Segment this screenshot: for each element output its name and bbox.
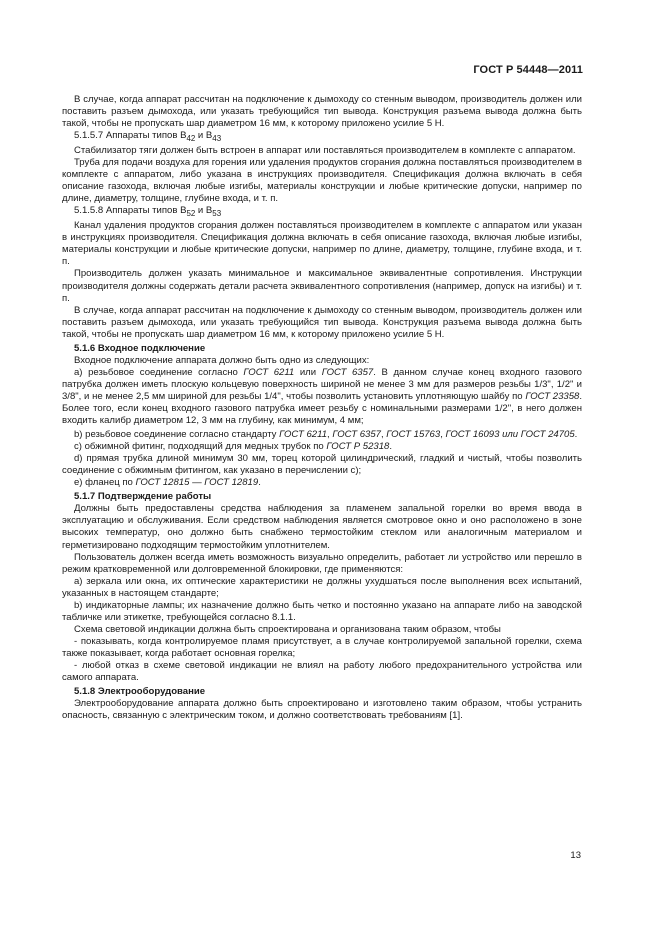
standard-reference: ГОСТ 23358 bbox=[525, 390, 580, 402]
standard-reference: ГОСТ 16093 или ГОСТ 24705 bbox=[445, 429, 575, 441]
paragraph: Стабилизатор тяги должен быть встроен в аппарат или поставляться производителем в комплекте с аппаратом. bbox=[74, 145, 576, 157]
paragraph: Канал удаления продуктов сгорания должен поставляться производителем в комплекте с аппаратом или указан в инструкциях производителя. Спецификация должна включать в себя описание газохода, включая любые изгибы, материалы конструкции и любые критические допуски, например по длине, диаметру, толщине, глубине входа, и т. п. bbox=[62, 220, 582, 268]
paragraph: Входное подключение аппарата должно быть одно из следующих: bbox=[74, 354, 370, 366]
list-text: . bbox=[389, 441, 392, 453]
list-text: , bbox=[327, 429, 333, 441]
dash-item: - любой отказ в схеме световой индикации не влиял на работу любого предохранительного устройства или самого аппарата. bbox=[62, 659, 582, 684]
clause-heading-5-1-5-7 bbox=[62, 130, 582, 145]
list-item-e bbox=[62, 477, 582, 489]
list-text: , bbox=[380, 429, 387, 441]
subscript: 43 bbox=[212, 134, 222, 144]
standard-reference: ГОСТ 6211 bbox=[243, 366, 295, 378]
list-text: или bbox=[294, 366, 322, 378]
paragraph: Схема световой индикации должна быть спроектирована и организована таким образом, чтобы bbox=[74, 623, 501, 635]
paragraph: Электрооборудование аппарата должно быть спроектировано и изготовлено таким образом, чтобы устранить опасность, связанную с электрическим током, и должно соответствовать требованиям [1]. bbox=[62, 698, 582, 722]
list-text: . bbox=[258, 477, 261, 489]
paragraph: Труба для подачи воздуха для горения или удаления продуктов сгорания должна поставляться производителем в комплекте с аппаратом, либо указана в инструкциях производителя. Спецификация должна включать в себя описание газохода, включая любые изгибы, материалы конструкции и любые критические допуски, например по длине, диаметру, толщине, глубине входа, и т. п. bbox=[62, 157, 582, 205]
list-text: , bbox=[440, 429, 446, 441]
section-heading-5-1-7: 5.1.7 Подтверждение работы bbox=[74, 491, 212, 503]
list-text: e) фланец по bbox=[74, 477, 136, 489]
list-item-c bbox=[62, 441, 582, 453]
list-item-d: d) прямая трубка длиной минимум 30 мм, торец которой цилиндрический, гладкий и чистый, чтобы позволить соединение с обжимным фитингом, как указано в перечислении c); bbox=[62, 453, 582, 477]
subscript: 52 bbox=[186, 209, 196, 219]
document-header: ГОСТ Р 54448—2011 bbox=[473, 64, 583, 76]
section-heading-5-1-8: 5.1.8 Электрооборудование bbox=[74, 686, 206, 698]
list-item-a: a) зеркала или окна, их оптические характеристики не должны ухудшаться после выполнения всех испытаний, указанных в настоящем стандарте; bbox=[62, 575, 582, 599]
list-item-b: b) индикаторные лампы; их назначение должно быть четко и постоянно указано на аппарате либо на заводской табличке или этикетке, требующейся согласно 8.1.1. bbox=[62, 599, 582, 623]
paragraph: Производитель должен указать минимальное и максимальное эквивалентные сопротивления. Инструкции производителя должны содержать детали расчета эквивалентного сопротивления (например, допуск на изгибы) и т. п. bbox=[62, 268, 582, 304]
page-number: 13 bbox=[570, 850, 581, 861]
document-body bbox=[62, 94, 582, 722]
list-text: . В данном случае конец входного газового патрубка должен иметь плоскую кольцевую поверхность шириной не менее 3 мм для размеров резьбы 1/3", 1/2" и 3/8", и не менее 2,5 мм шириной для резьбы 1/4", чтобы позволить установить уплотняющую шайбу по bbox=[62, 366, 582, 402]
list-text: . bbox=[574, 429, 578, 441]
standard-reference: ГОСТ 6357 bbox=[332, 429, 381, 441]
list-item-a bbox=[62, 367, 582, 427]
clause-heading-5-1-5-8 bbox=[62, 205, 582, 220]
paragraph: Должны быть предоставлены средства наблюдения за пламенем запальной горелки во время ввода в эксплуатацию и обслуживания. Если средством наблюдения является смотровое окно и оно расположено в зоне высоких температур, оно должно быть снабжено термостойким стеклом или аналогичным материалом и герметизировано подходящим термостойким уплотнителем. bbox=[62, 503, 582, 551]
clause-text: 5.1.5.7 Аппараты типов В bbox=[74, 130, 187, 142]
standard-reference: ГОСТ 15763 bbox=[386, 429, 441, 441]
standard-reference: ГОСТ 6211 bbox=[279, 429, 328, 441]
paragraph: В случае, когда аппарат рассчитан на подключение к дымоходу со стенным выводом, производитель должен или поставить разъем дымохода, или указать требующийся тип вывода. Конструкция разъема вывода должна быть такой, чтобы не пропускать шар диаметром 16 мм, к которому приложено усилие 5 Н. bbox=[62, 94, 582, 130]
paragraph: Пользователь должен всегда иметь возможность визуально определить, работает ли устройство или перешло в режим кратковременной или долговременной блокировки, где применяются: bbox=[62, 551, 582, 575]
section-heading-5-1-6: 5.1.6 Входное подключение bbox=[74, 342, 206, 354]
paragraph: В случае, когда аппарат рассчитан на подключение к дымоходу со стенным выводом, производитель должен или поставить разъем дымохода, или указать требующийся тип вывода. Конструкция разъема вывода должна быть такой, чтобы не пропускать шар диаметром 16 мм, к которому приложено усилие 5 Н. bbox=[62, 304, 582, 340]
subscript: 42 bbox=[186, 134, 196, 144]
clause-text: и В bbox=[195, 130, 213, 142]
standard-reference: ГОСТ 12815 — ГОСТ 12819 bbox=[135, 477, 259, 489]
list-text: . Более того, если конец входного газового патрубка имеет резьбу с номинальными размерами 1/2", в него должен входить калибр диаметром 12, 3 мм на глубину, как минимум, 4 мм; bbox=[62, 390, 582, 427]
clause-text: 5.1.5.8 Аппараты типов В bbox=[74, 205, 187, 217]
clause-text: и В bbox=[195, 205, 213, 217]
list-text: a) резьбовое соединение согласно bbox=[74, 366, 244, 378]
list-text: b) резьбовое соединение согласно стандарту bbox=[74, 429, 280, 441]
standard-reference: ГОСТ 6357 bbox=[321, 366, 374, 378]
subscript: 53 bbox=[212, 209, 222, 219]
list-item-b bbox=[62, 429, 582, 441]
standard-reference: ГОСТ Р 52318 bbox=[326, 441, 390, 453]
list-text: c) обжимной фитинг, подходящий для медных трубок по bbox=[74, 441, 327, 453]
dash-item: - показывать, когда контролируемое пламя присутствует, а в случае контролируемой запальной горелки, схема также показывает, когда работает основная горелка; bbox=[62, 635, 582, 659]
